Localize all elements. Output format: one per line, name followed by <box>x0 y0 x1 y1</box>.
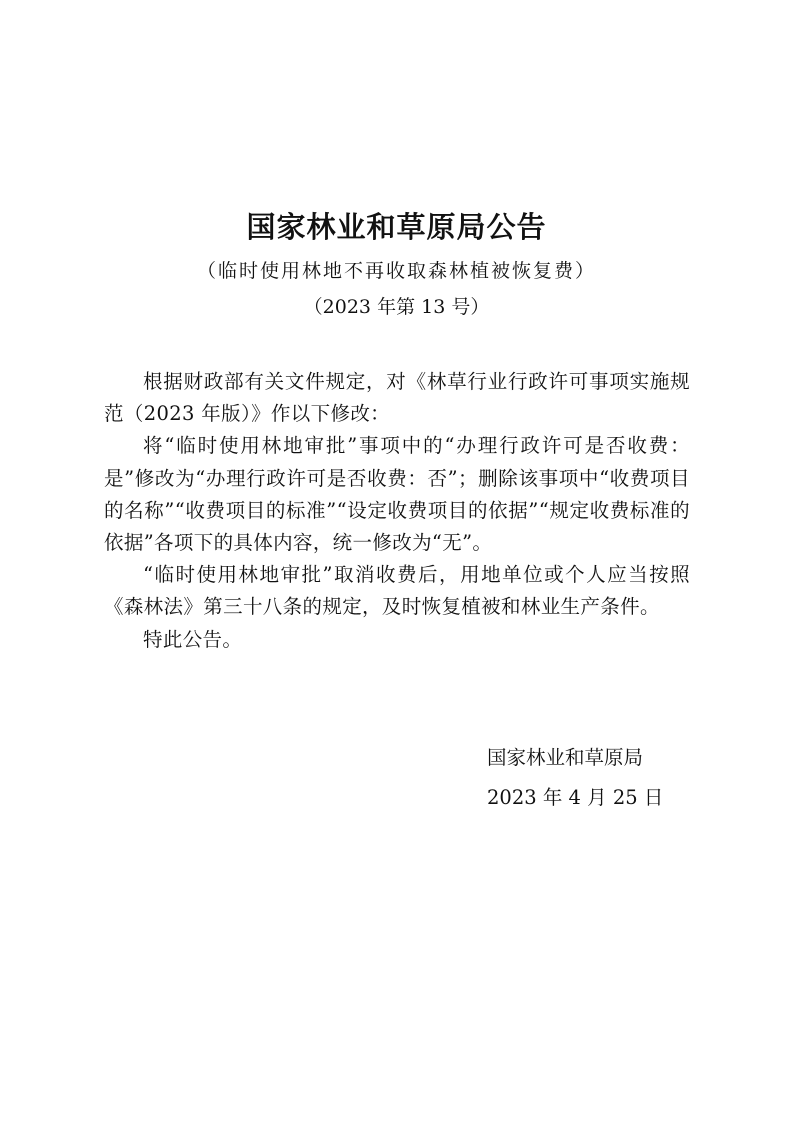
document-title: 国家林业和草原局公告 <box>246 210 547 244</box>
paragraph-closing: 特此公告。 <box>143 627 243 651</box>
paragraph-restoration: “临时使用林地审批”取消收费后，用地单位或个人应当按照《森林法》第三十八条的规定，及时恢复植被和林业生产条件。 <box>104 563 690 619</box>
paragraph-modification: 将“临时使用林地审批”事项中的“办理行政许可是否收费：是”修改为“办理行政许可是否收费：否”；删除该事项中“收费项目的名称”“收费项目的标准”“设定收费项目的依据”“规定收费标准的依据”各项下的具体内容，统一修改为“无”。 <box>104 434 690 555</box>
document-subtitle: （临时使用林地不再收取森林植被恢复费） <box>196 260 596 282</box>
signature-block <box>487 738 717 818</box>
issue-date: 2023 年 4 月 25 日 <box>487 786 664 809</box>
issuer-name: 国家林业和草原局 <box>487 746 644 769</box>
document-number: （2023 年第 13 号） <box>303 296 490 318</box>
paragraph-basis: 根据财政部有关文件规定，对《林草行业行政许可事项实施规范（2023 年版）》作以下修改： <box>104 370 690 426</box>
document-body <box>104 366 690 656</box>
